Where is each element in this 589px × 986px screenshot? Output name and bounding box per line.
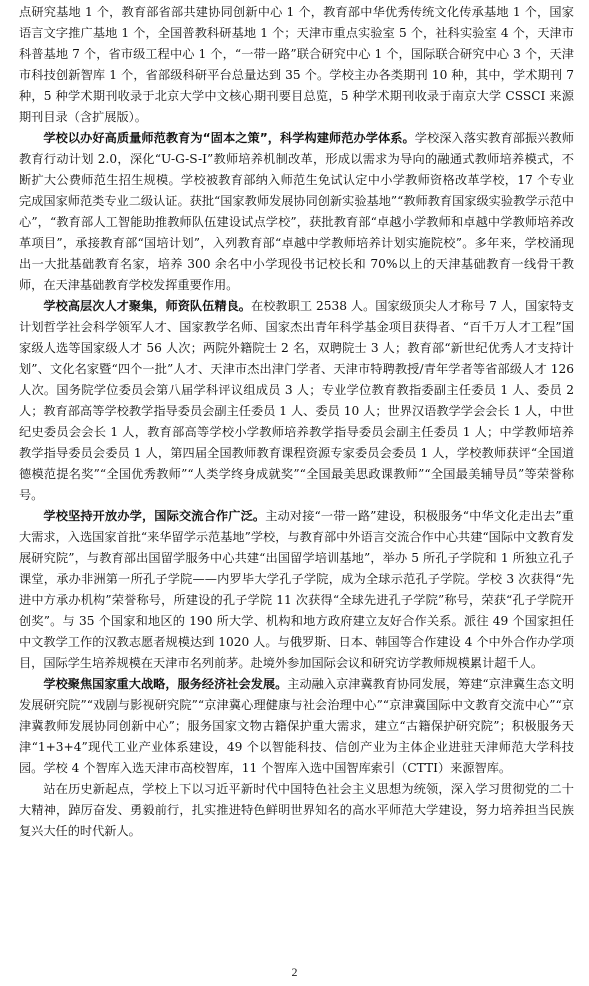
paragraph-research-bases [19,2,574,128]
paragraph-teacher-education [19,128,574,296]
paragraph-text: 学校深入落实教育部振兴教师教育行动计划 2.0，深化“U-G-S-I”教师培养机制改革，形成以需求为导向的融通式教师培养模式，不断扩大公费师范生招生规模。学校被教育部纳入师范生免试认定中小学教师资格改革学校，17 个专业完成国家师范类专业二级认证。获批“国家教师发展协同创新实验基地”“教师教育国家级实验教学示范中心”，“教育部人工智能助推教师队伍建设试点学校”，获批教育部“卓越小学教师和卓越中学教师培养改革项目”，承接教育部“国培计划”，入列教育部“卓越中学教师培养计划实施院校”。多年来，学校涌现出一大批基础教育名家，培养 300 余名中小学现役书记校长和 70%以上的天津基础教育一线骨干教师，在天津基础教育学校发挥重要作用。 [19,131,574,292]
paragraph-lead: 学校以办好高质量师范教育为“固本之策”，科学构建师范办学体系。 [43,131,415,145]
paragraph-lead: 学校聚焦国家重大战略，服务经济社会发展。 [43,677,288,691]
paragraph-closing [19,779,574,842]
paragraph-lead: 学校高层次人才聚集，师资队伍精良。 [43,299,251,313]
paragraph-text: 主动融入京津冀教育协同发展，筹建“京津冀生态文明发展研究院”“戏剧与影视研究院”“京津冀心理健康与社会治理中心”“京津冀国际中文教育交流中心”“京津冀教师发展协同创新中心”；服务国家文物古籍保护重大需求，建立“古籍保护研究院”；积极服务天津“1+3+4”现代工业产业体系建设，49 个以智能科技、信创产业为主体企业进驻天津师范大学科技园。学校 4 个智库入选天津市高校智库，11 个智库入选中国智库索引（CTTI）来源智库。 [19,677,575,775]
paragraph-text: 在校教职工 2538 人。国家级顶尖人才称号 7 人，国家特支计划哲学社会科学领军人才、国家教学名师、国家杰出青年科学基金项目获得者、“百千万人才工程”国家级人选等国家级人才 56 人次；两院外籍院士 2 名，双聘院士 3 人；教育部“新世纪优秀人才支持计划”、文化名家暨“四个一批”人才、天津市杰出津门学者、天津市特聘教授/青年学者等省部级人才 126 人次。国务院学位委员会第八届学科评议组成员 3 人；专业学位教育教指委副主任委员 1 人、委员 2 人；教育部高等学校教学指导委员会副主任委员 1 人、委员 10 人；世界汉语教学学会会长 1 人，中世纪史委员会会长 1 人，教育部高等学校小学教师培养教学指导委员会副主任委员 1 人；中学教师培养教学指导委员会委员 1 人，第四届全国教师教育课程资源专家委员会委员 1 人，学校教师获评“全国道德模范提名奖”“全国优秀教师”“人类学终身成就奖”“全国最美思政课教师”“全国最美辅导员”等荣誉称号。 [19,299,574,502]
paragraph-text: 点研究基地 1 个，教育部省部共建协同创新中心 1 个，教育部中华优秀传统文化传承基地 1 个，国家语言文字推广基地 1 个，全国普教科研基地 1 个；天津市重点实验室 5 个，社科实验室 4 个，天津市科普基地 7 个，省市级工程中心 1 个，“一带一路”联合研究中心 1 个，国际联合研究中心 3 个，天津市科技创新智库 1 个，省部级科研平台总量达到 35 个。学校主办各类期刊 10 种，其中，学术期刊 7 种，5 种学术期刊收录于北京大学中文核心期刊要目总览，5 种学术期刊收录于南京大学 CSSCI 来源期刊目录（含扩展版）。 [19,5,574,124]
paragraph-international [19,506,574,674]
paragraph-faculty [19,296,574,506]
paragraph-lead: 学校坚持开放办学，国际交流合作广泛。 [43,509,266,523]
paragraph-text: 主动对接“一带一路”建设，积极服务“中华文化走出去”重大需求，入选国家首批“来华留学示范基地”学校，与教育部中外语言交流合作中心共建“国际中文教育发展研究院”，与教育部出国留学服务中心共建“出国留学培训基地”，举办 5 所孔子学院和 1 所独立孔子课堂，承办非洲第一所孔子学院——内罗毕大学孔子学院，成为全球示范孔子学院。学校 3 次获得“先进中方承办机构”荣誉称号，所建设的孔子学院 11 次获得“全球先进孔子学院”称号，荣获“孔子学院开创奖”。与 35 个国家和地区的 190 所大学、机构和地方政府建立友好合作关系。派往 49 个国家担任中文教学工作的汉教志愿者规模达到 1020 人。与俄罗斯、日本、韩国等合作建设 4 个中外合作办学项目，国际学生培养规模在天津市名列前茅。赴境外参加国际会议和研究访学教师规模累计超千人。 [19,509,574,670]
page-number: 2 [291,965,298,979]
paragraph-social-service [19,674,574,779]
paragraph-text: 站在历史新起点，学校上下以习近平新时代中国特色社会主义思想为统领，深入学习贯彻党的二十大精神，踔厉奋发、勇毅前行，扎实推进特色鲜明世界知名的高水平师范大学建设，努力培养担当民族复兴大任的时代新人。 [19,782,574,838]
